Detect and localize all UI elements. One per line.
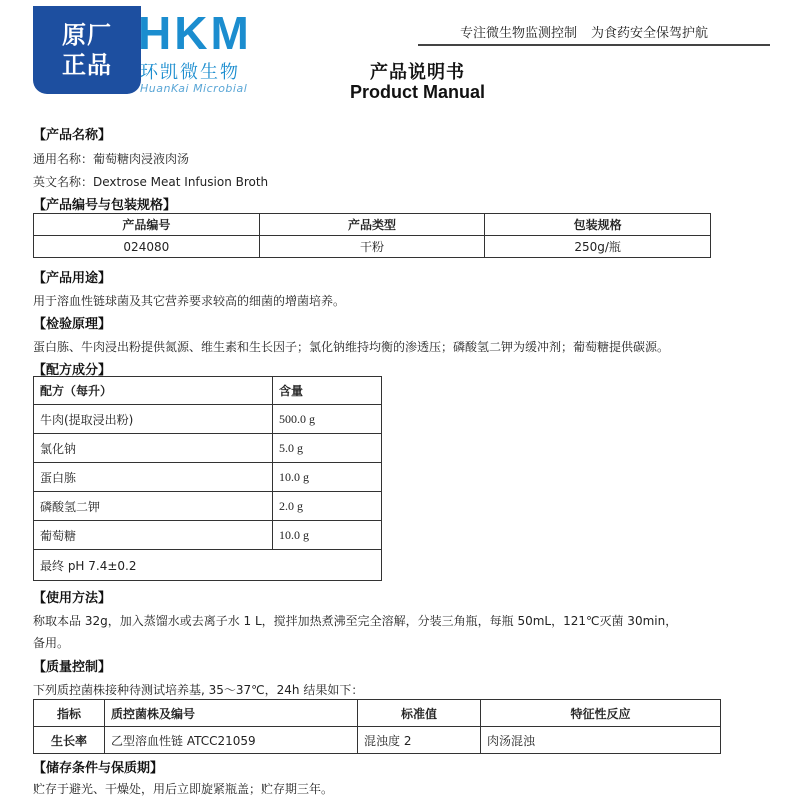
ingredient-name: 葡萄糖: [34, 521, 273, 550]
qc-header-cell: 特征性反应: [481, 700, 721, 727]
slogan-part2: 为食药安全保驾护航: [591, 26, 709, 41]
section-heading-formula: 【配方成分】: [33, 363, 112, 378]
method-text-line2: 备用。: [33, 636, 70, 650]
logo-english-name: HuanKai Microbial: [140, 82, 248, 95]
ingredient-name: 蛋白胨: [34, 463, 273, 492]
package-spec: 250g/瓶: [485, 236, 711, 258]
section-heading-use: 【产品用途】: [33, 271, 112, 286]
section-heading-storage: 【储存条件与保质期】: [33, 761, 164, 776]
qc-indicator: 生长率: [34, 727, 105, 754]
qc-header-cell: 标准值: [358, 700, 481, 727]
principle-text: 蛋白胨、牛肉浸出粉提供氮源、维生素和生长因子；氯化钠维持均衡的渗透压；磷酸氢二钾为缓冲剂；葡萄糖提供碳源。: [33, 340, 670, 354]
qc-strain: 乙型溶血性链 ATCC21059: [105, 727, 358, 754]
spec-header-cell: 包装规格: [485, 214, 711, 236]
qc-header-cell: 质控菌株及编号: [105, 700, 358, 727]
section-heading-method: 【使用方法】: [33, 591, 112, 606]
ingredient-amount: 10.0 g: [273, 463, 382, 492]
ingredient-name: 磷酸氢二钾: [34, 492, 273, 521]
logo-chinese-name: 环凯微生物: [140, 62, 240, 83]
section-heading-spec: 【产品编号与包装规格】: [33, 198, 177, 213]
table-row: [34, 434, 382, 463]
spec-header-cell: 产品类型: [259, 214, 485, 236]
section-heading-principle: 【检验原理】: [33, 317, 112, 332]
qc-table: [33, 699, 721, 754]
final-ph-row: [34, 550, 382, 581]
manual-title-en: Product Manual: [350, 82, 486, 102]
use-text: 用于溶血性链球菌及其它营养要求较高的细菌的增菌培养。: [33, 294, 346, 308]
qc-reaction: 肉汤混浊: [481, 727, 721, 754]
table-row: [34, 463, 382, 492]
product-type: 干粉: [259, 236, 485, 258]
slogan-part1: 专注微生物监测控制: [460, 26, 578, 41]
spec-data-row: [34, 236, 711, 258]
authentic-badge: [33, 6, 141, 94]
table-row: [34, 521, 382, 550]
storage-text: 贮存于避光、干燥处，用后立即旋紧瓶盖；贮存期三年。: [33, 782, 334, 796]
ingredient-name: 牛肉(提取浸出粉): [34, 405, 273, 434]
method-text-line1: 称取本品 32g，加入蒸馏水或去离子水 1 L，搅拌加热煮沸至完全溶解，分装三角瓶，每瓶 50mL，121℃灭菌 30min，: [33, 614, 678, 628]
table-row: [34, 405, 382, 434]
qc-standard: 混浊度 2: [358, 727, 481, 754]
section-heading-qc: 【质量控制】: [33, 660, 112, 675]
ingredient-amount: 500.0 g: [273, 405, 382, 434]
spec-header-cell: 产品编号: [34, 214, 260, 236]
section-heading-name: 【产品名称】: [33, 128, 112, 143]
qc-intro: 下列质控菌株接种待测试培养基, 35～37℃，24h 结果如下：: [33, 683, 364, 697]
logo-letters: HKM: [138, 7, 252, 59]
spec-header-row: [34, 214, 711, 236]
common-name: 通用名称：葡萄糖肉浸液肉汤: [33, 152, 190, 166]
manual-title-cn: 产品说明书: [370, 62, 465, 83]
table-row: [34, 492, 382, 521]
spec-table: [33, 213, 711, 258]
formula-col-ingredient: 配方（每升）: [34, 377, 273, 405]
company-logo: [138, 8, 288, 98]
table-row: [34, 727, 721, 754]
english-name: 英文名称：Dextrose Meat Infusion Broth: [33, 175, 269, 189]
badge-line1: 原厂: [62, 21, 112, 49]
qc-header-row: [34, 700, 721, 727]
badge-line2: 正品: [62, 51, 112, 79]
ingredient-amount: 5.0 g: [273, 434, 382, 463]
qc-header-cell: 指标: [34, 700, 105, 727]
header-divider: [418, 44, 770, 46]
ingredient-name: 氯化钠: [34, 434, 273, 463]
formula-col-amount: 含量: [273, 377, 382, 405]
final-ph: 最终 pH 7.4±0.2: [34, 550, 382, 581]
formula-header-row: [34, 377, 382, 405]
ingredient-amount: 2.0 g: [273, 492, 382, 521]
slogan: [460, 22, 722, 41]
ingredient-amount: 10.0 g: [273, 521, 382, 550]
formula-table: [33, 376, 382, 581]
product-code: 024080: [34, 236, 260, 258]
